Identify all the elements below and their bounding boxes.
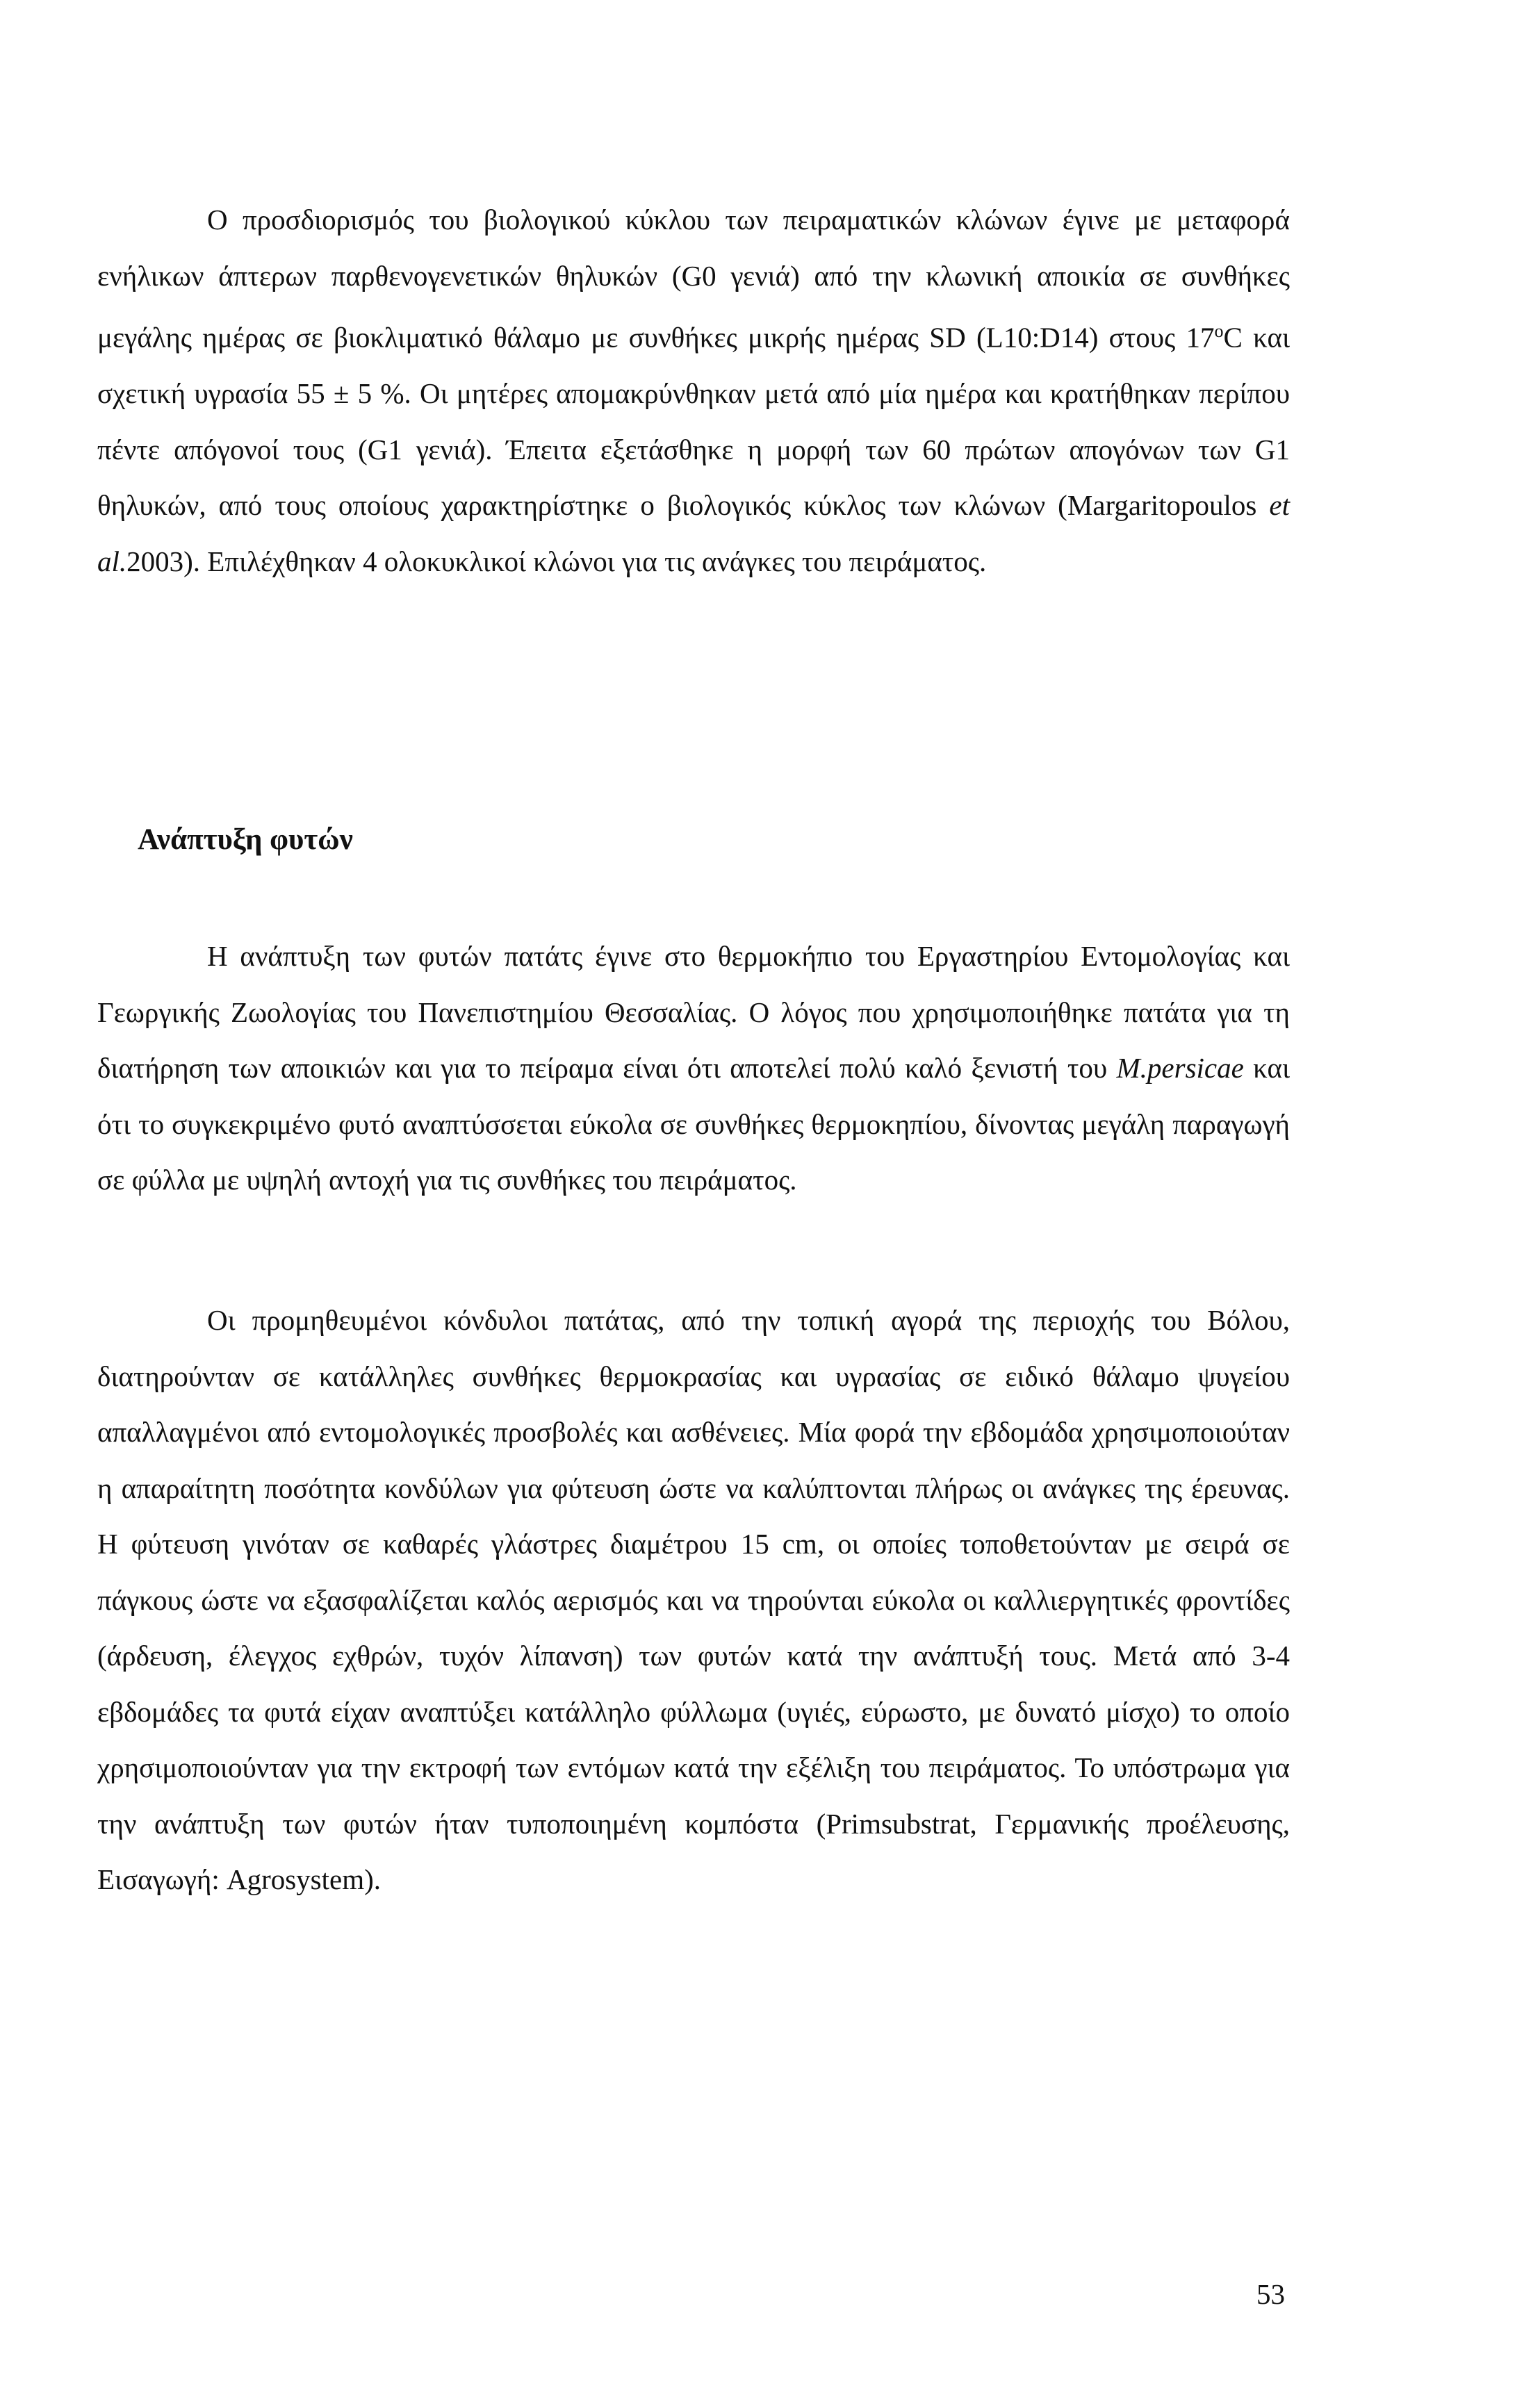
paragraph-plant-growth — [97, 928, 1290, 1208]
page-number: 53 — [1256, 2278, 1285, 2310]
section-heading: Ανάπτυξη φυτών — [138, 823, 353, 856]
paragraph-tubers — [97, 1292, 1290, 1908]
paragraph-text: C και σχετική υγρασία 55 ± 5 %. Οι μητέρες απομακρύνθηκαν μετά από μία ημέρα και κρατήθηκαν περίπου πέντε απόγονοί τους (G1 γενιά). Έπειτα εξετάσθηκε η μορφή των 60 πρώτων απογόνων των G1 θηλυκών, από τους οποίους χαρακτηρίστηκε ο βιολογικός κύκλος των κλώνων (Margaritopoulos — [97, 321, 1290, 522]
citation-italic: et al. — [97, 489, 1290, 577]
paragraph-biological-cycle — [97, 192, 1290, 589]
paragraph-text: 2003). Επιλέχθηκαν 4 ολοκυκλικοί κλώνοι για τις ανάγκες του πειράματος. — [126, 545, 987, 577]
paragraph-text: και ότι το συγκεκριμένο φυτό αναπτύσσεται εύκολα σε συνθήκες θερμοκηπίου, δίνοντας μεγάλη παραγωγή σε φύλλα με υψηλή αντοχή για τις συνθήκες του πειράματος. — [97, 1052, 1290, 1196]
degree-superscript: o — [1214, 321, 1224, 341]
paragraph-text: Η ανάπτυξη των φυτών πατάτς έγινε στο θερμοκήπιο του Εργαστηρίου Εντομολογίας και Γεωργικής Ζωολογίας του Πανεπιστημίου Θεσσαλίας. Ο λόγος που χρησιμοποιήθηκε πατάτα για τη διατήρηση των αποικιών και για το πείραμα είναι ότι αποτελεί πολύ καλό ξενιστή του — [97, 940, 1290, 1084]
paragraph-text: Ο προσδιορισμός του βιολογικού κύκλου των πειραματικών κλώνων έγινε με μεταφορά ενήλικων άπτερων παρθενογενετικών θηλυκών (G0 γενιά) από την κλωνική αποικία σε συνθήκες μεγάλης ημέρας σε βιοκλιματικό θάλαμο με συνθήκες μικρής ημέρας SD (L10:D14) στους 17 — [97, 204, 1290, 354]
paragraph-text: Οι προμηθευμένοι κόνδυλοι πατάτας, από την τοπική αγορά της περιοχής του Βόλου, διατηρούνταν σε κατάλληλες συνθήκες θερμοκρασίας και υγρασίας σε ειδικό θάλαμο ψυγείου απαλλαγμένοι από εντομολογικές προσβολές και ασθένειες. Μία φορά την εβδομάδα χρησιμοποιούταν η απαραίτητη ποσότητα κονδύλων για φύτευση ώστε να καλύπτονται πλήρως οι ανάγκες της έρευνας. Η φύτευση γινόταν σε καθαρές γλάστρες διαμέτρου 15 cm, οι οποίες τοποθετούνταν με σειρά σε πάγκους ώστε να εξασφαλίζεται καλός αερισμός και να τηρούνται εύκολα οι καλλιεργητικές φροντίδες (άρδευση, έλεγχος εχθρών, τυχόν λίπανση) των φυτών κατά την ανάπτυξή τους. Μετά από 3-4 εβδομάδες τα φυτά είχαν αναπτύξει κατάλληλο φύλλωμα (υγιές, εύρωστο, με δυνατό μίσχο) το οποίο χρησιμοποιούνταν για την εκτροφή των εντόμων κατά την εξέλιξη του πειράματος. Το υπόστρωμα για την ανάπτυξη των φυτών ήταν τυποποιημένη κομπόστα (Primsubstrat, Γερμανικής προέλευσης, Εισαγωγή: Agrosystem). — [97, 1304, 1290, 1895]
species-name-italic: M.persicae — [1116, 1052, 1244, 1084]
